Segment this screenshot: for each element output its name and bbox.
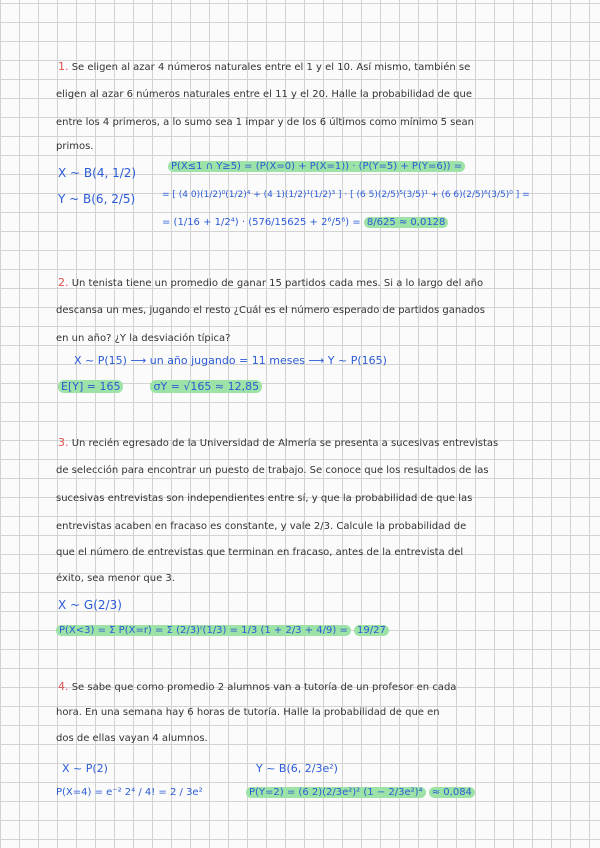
problem-2-def-y: Y ~ P(165) <box>327 354 387 367</box>
problem-4-line-1 <box>58 680 456 695</box>
problem-1-eq-1-text: P(X≤1 ∩ Y≥5) = (P(X=0) + P(X=1)) · (P(Y=5) + P(Y=6)) = <box>168 161 465 172</box>
problem-1-line-4: primos. <box>56 141 94 152</box>
problem-1-text-1: Se eligen al azar 4 números naturales entre el 1 y el 10. Así mismo, también se <box>71 62 471 73</box>
problem-1-line-1 <box>58 60 470 75</box>
problem-4-def-x: X ~ P(2) <box>62 762 108 775</box>
problem-1-number: 1. <box>58 60 69 73</box>
problem-1-result: 8/625 ≈ 0,0128 <box>364 217 449 228</box>
problem-1-eq-1 <box>168 160 465 174</box>
problem-1-eq-2: = [ (4 0)(1/2)⁰(1/2)⁴ + (4 1)(1/2)¹(1/2)³ ] · [ (6 5)(2/5)⁵(3/5)¹ + (6 6)(2/5)⁶(3/5)⁰ ] = <box>162 190 530 200</box>
problem-3-line-1 <box>58 436 498 451</box>
problem-2-number: 2. <box>58 276 69 289</box>
problem-3-eq-text: P(X<3) = Σ P(X=r) = Σ (2/3)ʳ(1/3) = 1/3 (1 + 2/3 + 4/9) = <box>56 625 351 636</box>
problem-1-line-3: entre los 4 primeros, a lo sumo sea 1 impar y de los 6 últimos como mínimo 5 sean <box>56 117 474 128</box>
problem-3-line-6: éxito, sea menor que 3. <box>56 573 175 584</box>
problem-4-eq-x: P(X=4) = e⁻² 2⁴ / 4! = 2 / 3e² <box>56 787 203 798</box>
problem-2-results <box>58 380 262 394</box>
problem-4-line-2: hora. En una semana hay 6 horas de tutoría. Halle la probabilidad de que en <box>56 707 440 718</box>
problem-1-line-2: eligen al azar 6 números naturales entre el 11 y el 20. Halle la probabilidad de que <box>56 89 472 100</box>
problem-2-arrow-1: ⟶ <box>130 354 147 367</box>
problem-4-result: ≈ 0,084 <box>429 787 475 798</box>
problem-1-def-x: X ~ B(4, 1/2) <box>58 166 137 180</box>
problem-1-eq-3-text: = (1/16 + 1/2⁴) · (576/15625 + 2⁶/5⁶) = <box>162 217 361 228</box>
problem-3-line-4: entrevistas acaben en fracaso es constante, y vale 2/3. Calcule la probabilidad de <box>56 521 467 532</box>
problem-2-def-x: X ~ P(15) <box>74 354 127 367</box>
problem-2-line-1 <box>58 276 483 291</box>
problem-3-line-5: que el número de entrevistas que terminan en fracaso, antes de la entrevista del <box>56 547 464 558</box>
problem-4-eq-y-text: P(Y=2) = (6 2)(2/3e²)² (1 − 2/3e²)⁴ <box>246 787 426 798</box>
problem-1-def-y: Y ~ B(6, 2/5) <box>58 192 136 206</box>
problem-3-number: 3. <box>58 436 69 449</box>
problem-2-arrow-2: ⟶ <box>308 354 325 367</box>
problem-2-work <box>74 354 387 368</box>
problem-3-text-1: Un recién egresado de la Universidad de Almería se presenta a sucesivas entrevistas <box>71 438 499 449</box>
problem-2-text-1: Un tenista tiene un promedio de ganar 15 partidos cada mes. Si a lo largo del año <box>71 278 484 289</box>
problem-4-def-y: Y ~ B(6, 2/3e²) <box>256 762 338 775</box>
problem-4-text-1: Se sabe que como promedio 2 alumnos van a tutoría de un profesor en cada <box>71 682 457 693</box>
problem-2-sigma: σY = √165 ≈ 12,85 <box>150 380 262 393</box>
problem-3-eq <box>56 624 389 638</box>
problem-1-eq-3 <box>162 216 448 230</box>
problem-2-note: un año jugando = 11 meses <box>149 354 305 367</box>
problem-3-line-2: de selección para encontrar un puesto de trabajo. Se conoce que los resultados de las <box>56 465 489 476</box>
problem-2-line-2: descansa un mes, jugando el resto ¿Cuál es el número esperado de partidos ganados <box>56 305 485 316</box>
problem-3-line-3: sucesivas entrevistas son independientes entre sí, y que la probabilidad de que las <box>56 493 473 504</box>
problem-3-result: 19/27 <box>354 625 389 636</box>
problem-4-eq-y <box>246 786 475 800</box>
problem-3-def-x: X ~ G(2/3) <box>58 598 122 612</box>
problem-4-number: 4. <box>58 680 69 693</box>
problem-4-line-3: dos de ellas vayan 4 alumnos. <box>56 733 208 744</box>
problem-2-line-3: en un año? ¿Y la desviación típica? <box>56 333 231 344</box>
problem-2-expectation: E[Y] = 165 <box>58 380 123 393</box>
